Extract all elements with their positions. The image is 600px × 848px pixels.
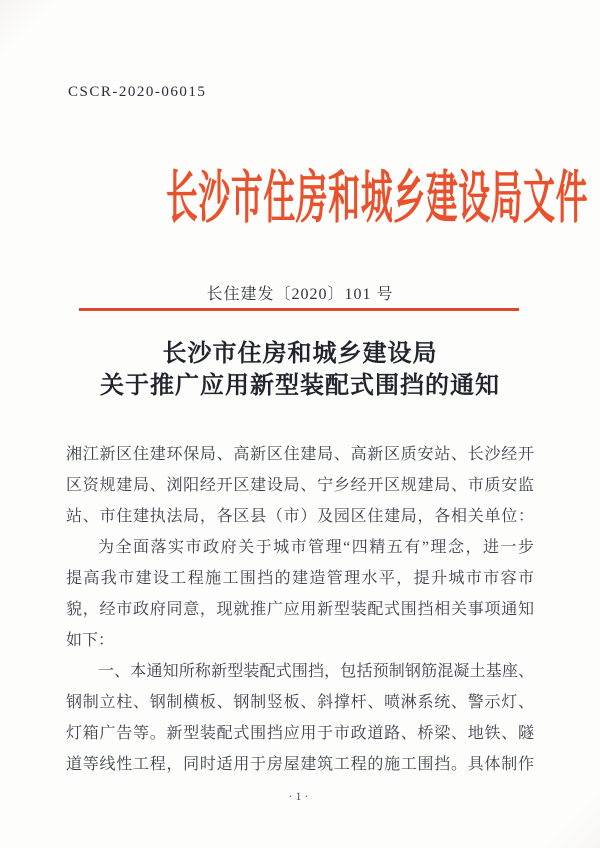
body-line: 湘江新区住建环保局、高新区住建局、高新区质安站、长沙经开: [66, 446, 534, 463]
body-line: 如下：: [66, 632, 115, 649]
body-line: 钢制立柱、钢制横板、钢制竖板、斜撑杆、喷淋系统、警示灯、: [66, 694, 534, 711]
body-line: 一、本通知所称新型装配式围挡，包括预制钢筋混凝土基座、: [98, 663, 534, 680]
body-line: 道等线性工程，同时适用于房屋建筑工程的施工围挡。具体制作: [66, 756, 534, 773]
body-line: 提高我市建设工程施工围挡的建造管理水平，提升城市市容市: [66, 570, 534, 587]
document-title-line-2: 关于推广应用新型装配式围挡的通知: [100, 373, 500, 399]
page-number: ·1·: [288, 789, 312, 803]
archive-code: CSCR-2020-06015: [68, 84, 207, 100]
document-body: [66, 439, 534, 780]
red-divider-rule: [79, 308, 519, 311]
document-title-line-1: 长沙市住房和城乡建设局: [162, 341, 438, 367]
document-ref-number: 长住建发〔2020〕101 号: [206, 286, 394, 303]
body-line: 灯箱广告等。新型装配式围挡应用于市政道路、桥梁、地铁、隧: [66, 725, 534, 742]
body-line: 为全面落实市政府关于城市管理“四精五有”理念，进一步: [98, 539, 534, 556]
body-line: 貌，经市政府同意，现就推广应用新型装配式围挡相关事项通知: [66, 601, 534, 618]
red-header-banner: [0, 166, 600, 232]
agency-header-title: 长沙市住房和城乡建设局文件: [165, 167, 589, 230]
document-title: [0, 338, 600, 402]
body-line: 站、市住建执法局，各区县（市）及园区住建局，各相关单位：: [66, 508, 534, 525]
body-line: 区资规建局、浏阳经开区建设局、宁乡经开区规建局、市质安监: [66, 477, 534, 494]
